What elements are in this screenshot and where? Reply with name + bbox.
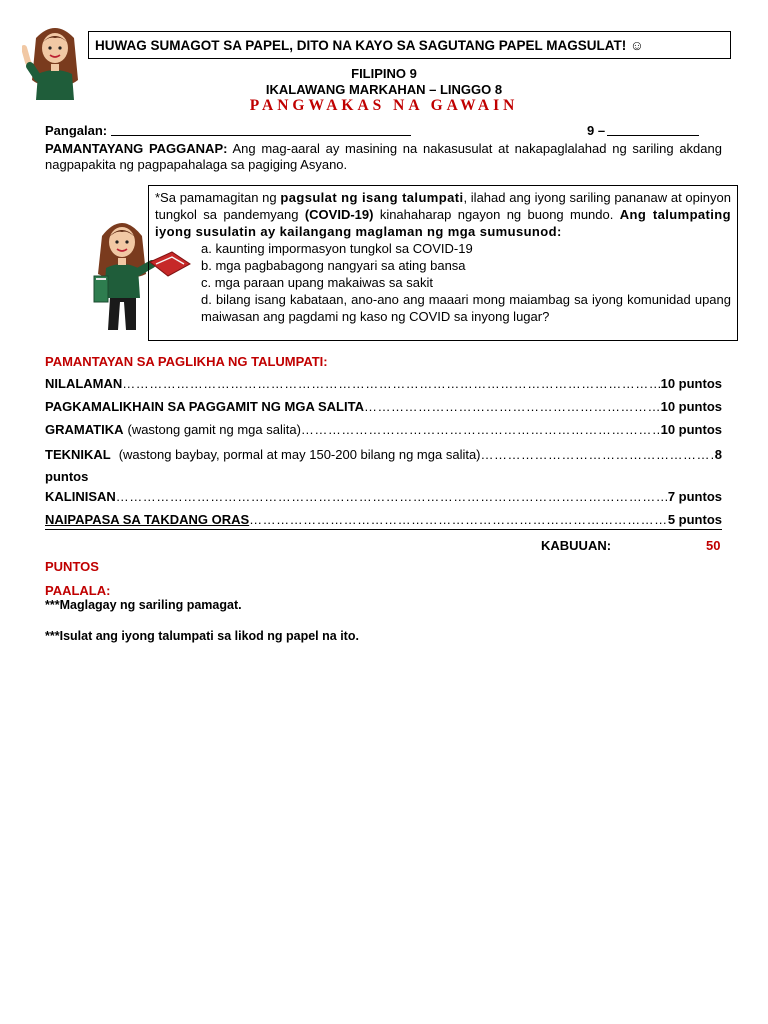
criteria-points: 10 puntos [660,422,722,437]
criteria-points: 7 puntos [667,489,722,504]
criteria-points-unit: puntos [45,469,89,484]
standard-text: Ang mag-aaral ay masining na nakasusulat at nakapaglalahad ng sariling akdang nagpapakita ng pagpapahalaga sa pagiging Asyano. [45,141,722,172]
total-divider [45,529,722,530]
reminder-note: ***Maglagay ng sariling pamagat. [45,598,242,612]
name-label: Pangalan: [45,123,108,138]
task-intro-part: *Sa pamamagitan ng [155,190,277,205]
total-unit: PUNTOS [45,559,99,574]
criteria-label: NAIPAPASA SA TAKDANG ORAS [45,512,250,527]
criteria-row [45,489,722,504]
task-list-item: d. bilang isang kabataan, ano-ano ang maaari mong maiambag sa iyong komunidad upang maiwasan ang pagdami ng kaso ng COVID sa inyong lugar? [201,292,731,324]
dot-leader [122,376,660,391]
task-covid-bold: (COVID-19) [304,207,374,222]
task-list-item: a. kaunting impormasyon tungkol sa COVID-19 [201,241,473,256]
criteria-label: NILALAMAN [45,376,123,391]
reminder-note: ***Isulat ang iyong talumpati sa likod ng papel na ito. [45,629,359,643]
criteria-label: GRAMATIKA [45,422,124,437]
criteria-row [45,399,722,414]
dot-leader [249,512,668,527]
criteria-row [45,376,722,391]
criteria-label: KALINISAN [45,489,116,504]
criteria-points: 5 puntos [667,512,722,527]
name-field [45,123,411,138]
reminder-heading: PAALALA: [45,583,111,598]
criteria-row [45,422,722,437]
task-box [148,185,738,341]
section-blank [607,124,699,136]
task-intro-bold: pagsulat ng isang talumpati [280,190,464,205]
criteria-row [45,512,722,527]
task-list-item: c. mga paraan upang makaiwas sa sakit [201,275,433,290]
task-intro-part: kinahaharap ngayon ng buong mundo. [379,207,614,222]
performance-standard [45,141,722,173]
quarter-week: IKALAWANG MARKAHAN – LINGGO 8 [265,82,503,97]
subject-title: FILIPINO 9 [351,66,417,81]
criteria-heading: PAMANTAYAN SA PAGLIKHA NG TALUMPATI: [45,354,328,369]
criteria-desc: (wastong baybay, pormal at may 150-200 bilang ng mga salita) [118,447,481,462]
dot-leader [301,422,661,437]
total-label: KABUUAN: [541,538,612,553]
task-intro-part: , ilahad ang iyong sariling pananaw at opinyon tungkol sa pandemyang [155,190,731,222]
notice-banner: HUWAG SUMAGOT SA PAPEL, DITO NA KAYO SA SAGUTANG PAPEL MAGSULAT! ☺ [88,31,731,59]
standard-label: PAMANTAYANG PAGGANAP: [45,141,228,156]
task-intro [155,189,731,240]
dot-leader [364,399,661,414]
name-blank [111,124,411,136]
criteria-points: 8 [714,447,722,462]
criteria-row [45,444,722,488]
criteria-label: TEKNIKAL [45,447,111,462]
section-field [587,123,699,138]
task-instruction: Ang talumpating iyong susulatin ay kailangang maglaman ng mga sumusunod: [155,207,731,239]
activity-title: PANGWAKAS NA GAWAIN [249,97,519,114]
dot-leader [481,444,715,466]
task-list [155,240,731,325]
criteria-points: 10 puntos [660,399,722,414]
dot-leader [116,489,668,504]
task-list-item: b. mga pagbabagong nangyari sa ating bansa [201,258,466,273]
criteria-desc: (wastong gamit ng mga salita) [127,422,301,437]
criteria-label: PAGKAMALIKHAIN SA PAGGAMIT NG MGA SALITA [45,399,364,414]
total-value: 50 [706,538,721,553]
criteria-points: 10 puntos [660,376,722,391]
section-label: 9 – [587,123,606,138]
